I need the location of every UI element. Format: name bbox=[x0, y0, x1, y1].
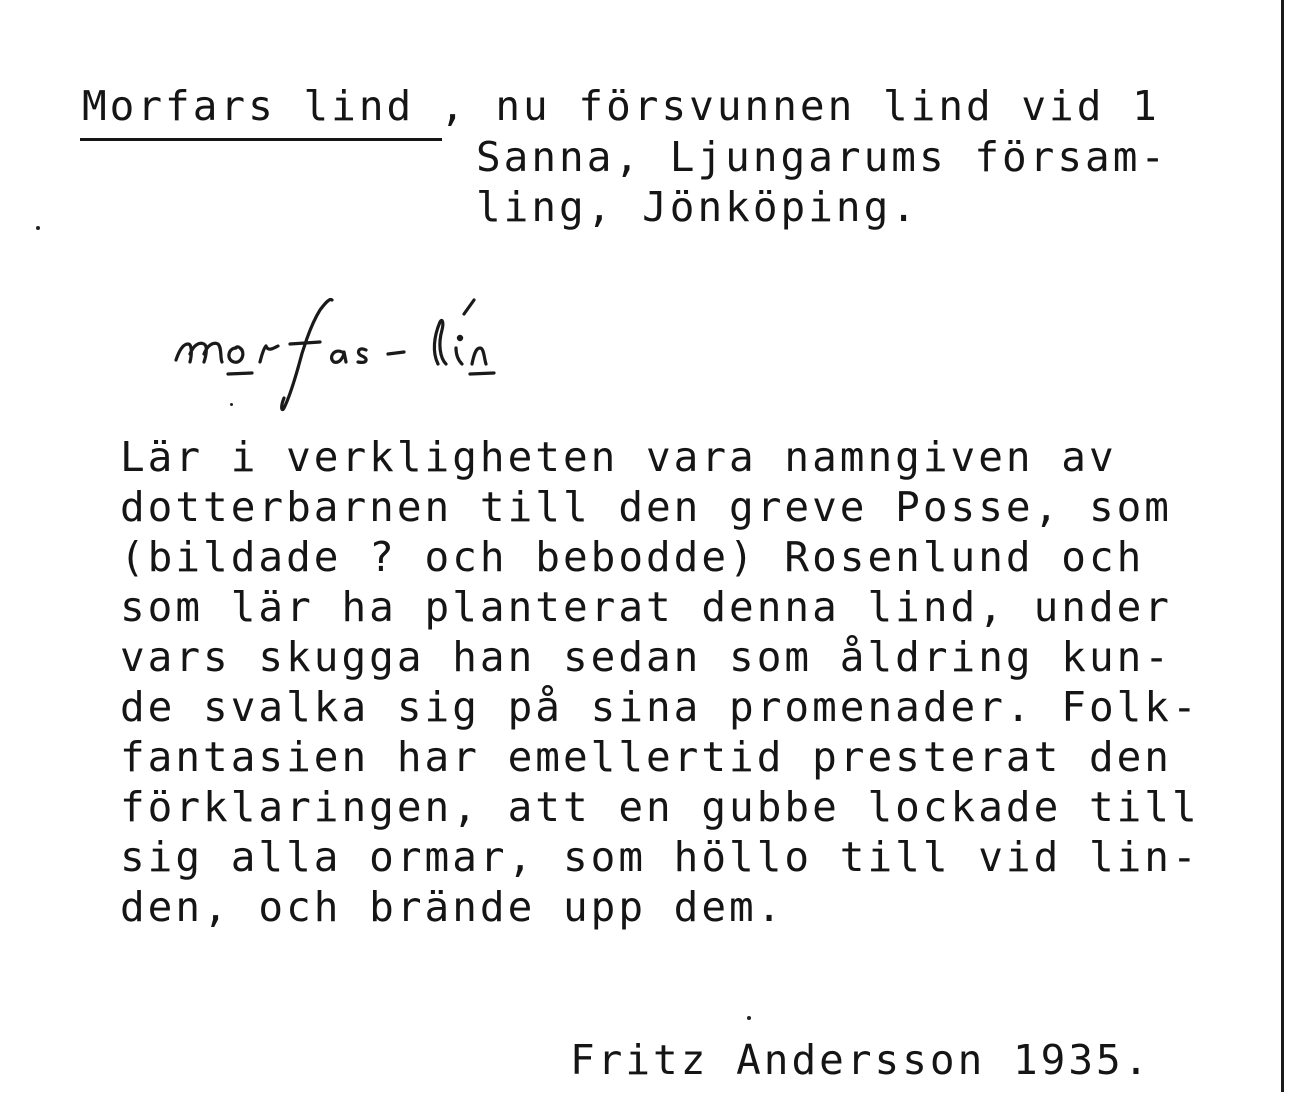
body-line-4: som lär ha planterat denna lind, under bbox=[120, 583, 1172, 631]
ink-speck bbox=[747, 1016, 751, 1020]
body-line-5: vars skugga han sedan som åldring kun- bbox=[120, 633, 1172, 681]
headword: Morfars lind bbox=[82, 82, 415, 130]
body-line-7: fantasien har emellertid presterat den bbox=[120, 733, 1172, 781]
location-line-1: Sanna, Ljungarums försam- bbox=[476, 133, 1169, 181]
body-line-6: de svalka sig på sina promenader. Folk- bbox=[120, 683, 1200, 731]
body-line-10: den, och brände upp dem. bbox=[120, 883, 785, 931]
body-line-2: dotterbarnen till den greve Posse, som bbox=[120, 483, 1172, 531]
body-line-1: Lär i verkligheten vara namngiven av bbox=[120, 433, 1117, 481]
signature: Fritz Andersson 1935. bbox=[570, 1036, 1152, 1084]
body-line-9: sig alla ormar, som höllo till vid lin- bbox=[120, 833, 1200, 881]
location-line-2: ling, Jönköping. bbox=[476, 183, 919, 231]
ink-speck bbox=[36, 226, 40, 230]
card-edge-line bbox=[1281, 0, 1284, 1092]
body-line-8: förklaringen, att en gubbe lockade till bbox=[120, 783, 1200, 831]
headword-underline bbox=[80, 138, 442, 141]
handwritten-pronunciation bbox=[170, 282, 630, 412]
headword-description: , nu försvunnen lind vid 1 bbox=[440, 82, 1160, 130]
body-line-3: (bildade ? och bebodde) Rosenlund och bbox=[120, 533, 1145, 581]
